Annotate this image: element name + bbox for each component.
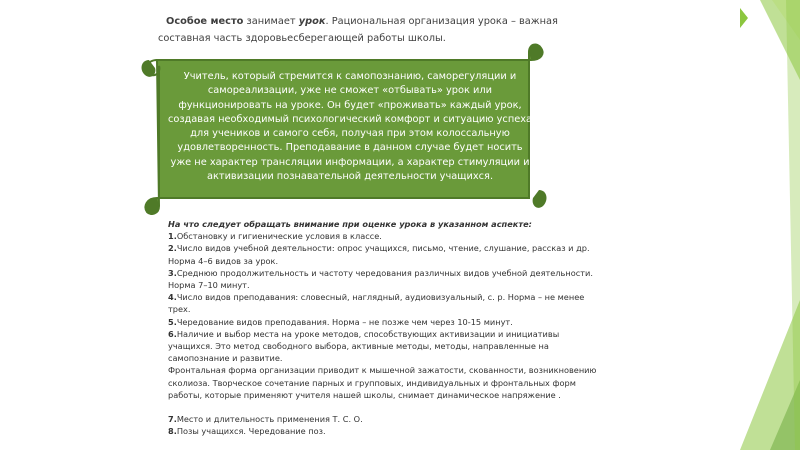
title-rest: . Рациональная организация урока – важная составная часть здоровьесберегающей работы школы. xyxy=(158,16,558,44)
shard-top-right-light xyxy=(772,0,800,40)
shard-bottom-right-dark xyxy=(770,380,800,450)
list-item: 7.Место и длительность применения Т. С. О. xyxy=(168,414,363,425)
shard-top-right xyxy=(760,0,800,80)
edge-bar-right xyxy=(786,0,800,450)
list-item: 3.Среднюю продолжительность и частоту чередования различных видов учебной деятельности. Норма 7–10 минут. xyxy=(168,267,593,291)
list-item: 8.Позы учащихся. Чередование поз. xyxy=(168,426,326,437)
list-item: 2.Число видов учебной деятельности: опрос учащихся, письмо, чтение, слушание, рассказ и др. Норма 4–6 видов за урок. xyxy=(168,243,590,266)
list-item: 1.Обстановку и гигиенические условия в классе. xyxy=(168,231,382,242)
section-heading: На что следует обращать внимание при оценке урока в указанном аспекте: xyxy=(168,219,532,229)
list-item: 5.Чередование видов преподавания. Норма – не позже чем через 10-15 минут. xyxy=(168,316,513,327)
list-item: 4.Число видов преподавания: словесный, наглядный, аудиовизуальный, с. р. Норма – не менее трех. xyxy=(168,292,585,315)
scroll-text: Учитель, который стремится к самопознанию, саморегуляции и самореализации, уже не сможет «отбывать» урок или функционировать на уроке. Он будет «проживать» каждый урок, создавая необходимый психологический комфорт и ситуацию успеха для учеников и самого себя, получая при этом колоссальную удовлетворенность. Преподавание в данном случае будет носить уже не характер трансляции информации, а характер стимуляции и активизации познавательной деятельности учащихся. xyxy=(167,71,533,183)
list-item: 6.Наличие и выбор места на уроке методов, способствующих активизации и инициативы учащихся. Это метод свободного выбора, активные методы, методы, направленные на самопознание и развитие. xyxy=(168,328,560,364)
scroll-roll-right xyxy=(533,190,547,208)
title-bold-em: урок xyxy=(298,16,326,27)
body-paragraph: Фронтальная форма организации приводит к мышечной зажатости, скованности, возникновению сколиоза. Творческое сочетание парных и групповых, индивидуальных и фронтальных форм работы, которые применяют учителя нашей школы, снимает динамическое напряжение . xyxy=(168,365,597,400)
nav-arrow-icon xyxy=(740,8,748,28)
scroll-banner xyxy=(137,40,551,215)
shard-bottom-right xyxy=(740,300,800,450)
body-content xyxy=(168,218,606,437)
title-bold-lead: Особое место xyxy=(166,16,244,27)
title-mid: занимает xyxy=(243,16,299,27)
